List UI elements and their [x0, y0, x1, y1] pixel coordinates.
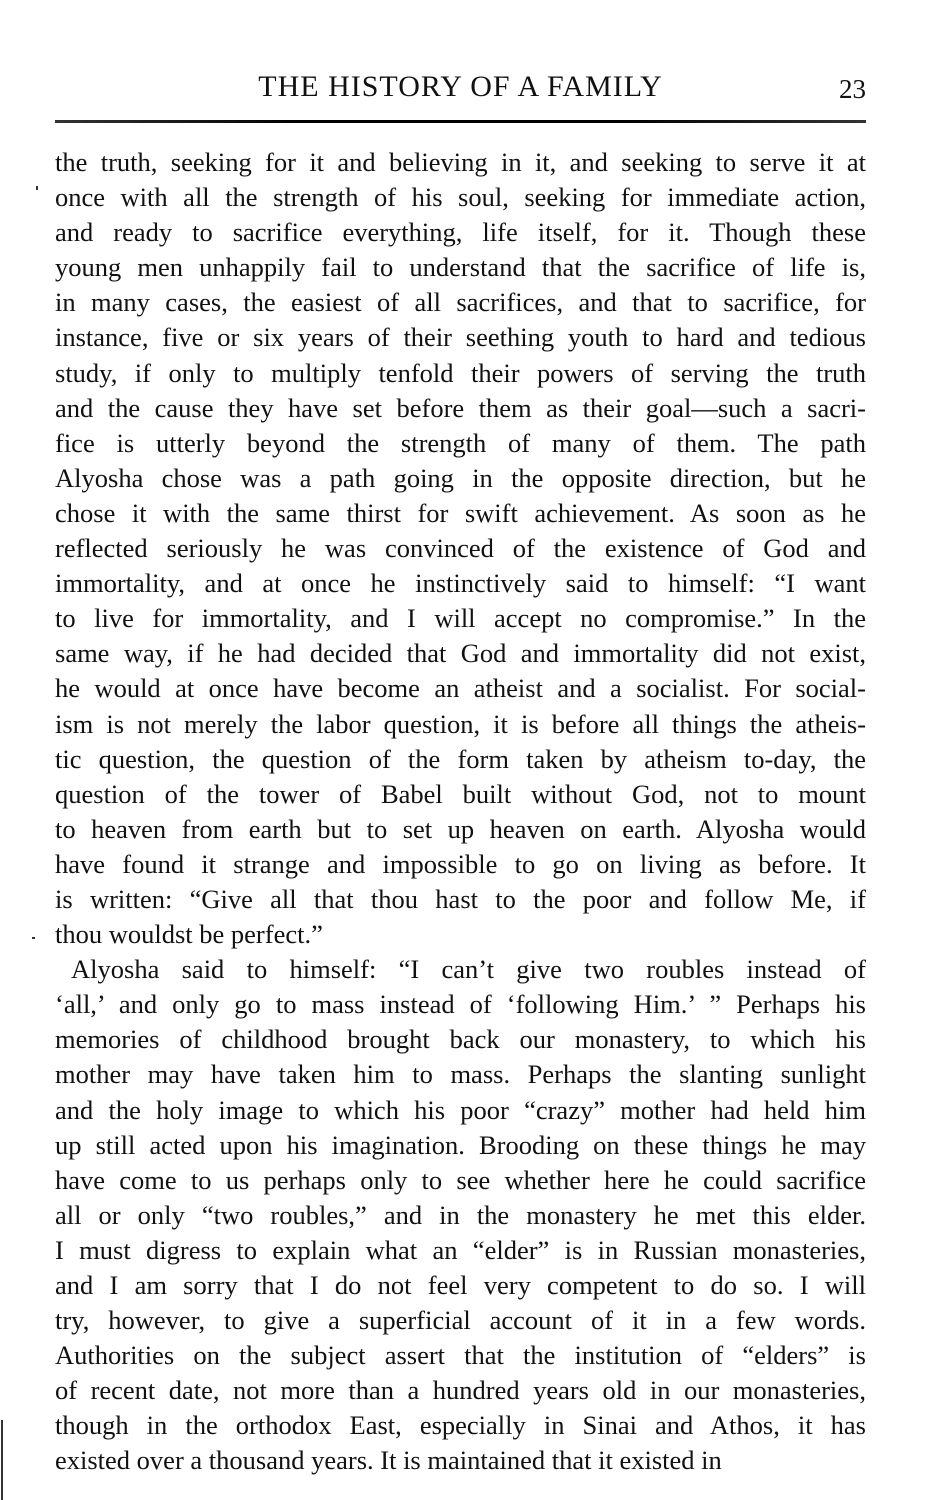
text-line: instance, five or six years of their seething youth to hard and tedious	[55, 322, 866, 353]
text-line: young men unhappily fail to understand that the sacrifice of life is,	[55, 252, 866, 283]
text-line: have found it strange and impossible to go on living as before. It	[55, 848, 866, 879]
text-line: Authorities on the subject assert that the institution of “elders” is	[55, 1340, 866, 1371]
text-line: Alyosha chose was a path going in the opposite direction, but he	[55, 462, 866, 493]
text-line: ‘all,’ and only go to mass instead of ‘following Him.’ ” Perhaps his	[55, 989, 866, 1020]
text-line: reflected seriously he was convinced of the existence of God and	[55, 533, 866, 564]
scan-speck	[36, 186, 38, 190]
text-line: same way, if he had decided that God and immortality did not exist,	[55, 638, 866, 669]
text-line: up still acted upon his imagination. Brooding on these things he may	[55, 1129, 866, 1160]
text-line: to heaven from earth but to set up heaven on earth. Alyosha would	[55, 813, 866, 844]
text-line: and the cause they have set before them as their goal—such a sacri-	[55, 392, 866, 423]
page-number: 23	[839, 74, 866, 104]
text-line: have come to us perhaps only to see whether here he could sacrifice	[55, 1164, 866, 1195]
running-title: THE HISTORY OF A FAMILY	[258, 70, 663, 103]
scan-speck	[32, 937, 35, 939]
text-line: ism is not merely the labor question, it is before all things the atheis-	[55, 708, 866, 739]
text-line: the truth, seeking for it and believing in it, and seeking to serve it at	[55, 147, 866, 177]
text-line: existed over a thousand years. It is maintained that it existed in	[55, 1445, 722, 1476]
text-line: memories of childhood brought back our monastery, to which his	[55, 1024, 866, 1055]
text-line: I must digress to explain what an “elder” is in Russian monasteries,	[55, 1234, 866, 1265]
text-line: is written: “Give all that thou hast to the poor and follow Me, if	[55, 883, 866, 914]
text-line: once with all the strength of his soul, seeking for immediate action,	[55, 182, 866, 213]
text-line: all or only “two roubles,” and in the monastery he met this elder.	[55, 1199, 866, 1230]
text-line: thou wouldst be perfect.”	[55, 919, 323, 950]
text-line: try, however, to give a superficial account of it in a few words.	[55, 1305, 866, 1336]
text-line: and I am sorry that I do not feel very competent to do so. I will	[55, 1270, 866, 1300]
body-text	[55, 145, 866, 1479]
text-line: immortality, and at once he instinctively said to himself: “I want	[55, 568, 866, 599]
text-line: fice is utterly beyond the strength of many of them. The path	[55, 427, 866, 458]
text-line: Alyosha said to himself: “I can’t give two roubles instead of	[71, 954, 866, 985]
page-header	[55, 70, 866, 110]
text-line: to live for immortality, and I will accept no compromise.” In the	[55, 603, 866, 634]
text-line: tic question, the question of the form taken by atheism to-day, the	[55, 743, 866, 774]
header-rule	[55, 120, 866, 123]
scan-edge	[1, 1420, 3, 1500]
text-line: he would at once have become an atheist and a socialist. For social-	[55, 673, 866, 704]
text-line: and the holy image to which his poor “crazy” mother had held him	[55, 1094, 866, 1125]
text-line: of recent date, not more than a hundred years old in our monasteries,	[55, 1375, 866, 1406]
text-line: though in the orthodox East, especially in Sinai and Athos, it has	[55, 1410, 866, 1441]
text-line: chose it with the same thirst for swift achievement. As soon as he	[55, 497, 866, 528]
text-line: question of the tower of Babel built without God, not to mount	[55, 778, 866, 809]
text-line: mother may have taken him to mass. Perhaps the slanting sunlight	[55, 1059, 866, 1090]
text-line: study, if only to multiply tenfold their powers of serving the truth	[55, 357, 866, 388]
text-line: and ready to sacrifice everything, life itself, for it. Though these	[55, 217, 866, 248]
text-line: in many cases, the easiest of all sacrifices, and that to sacrifice, for	[55, 287, 866, 318]
